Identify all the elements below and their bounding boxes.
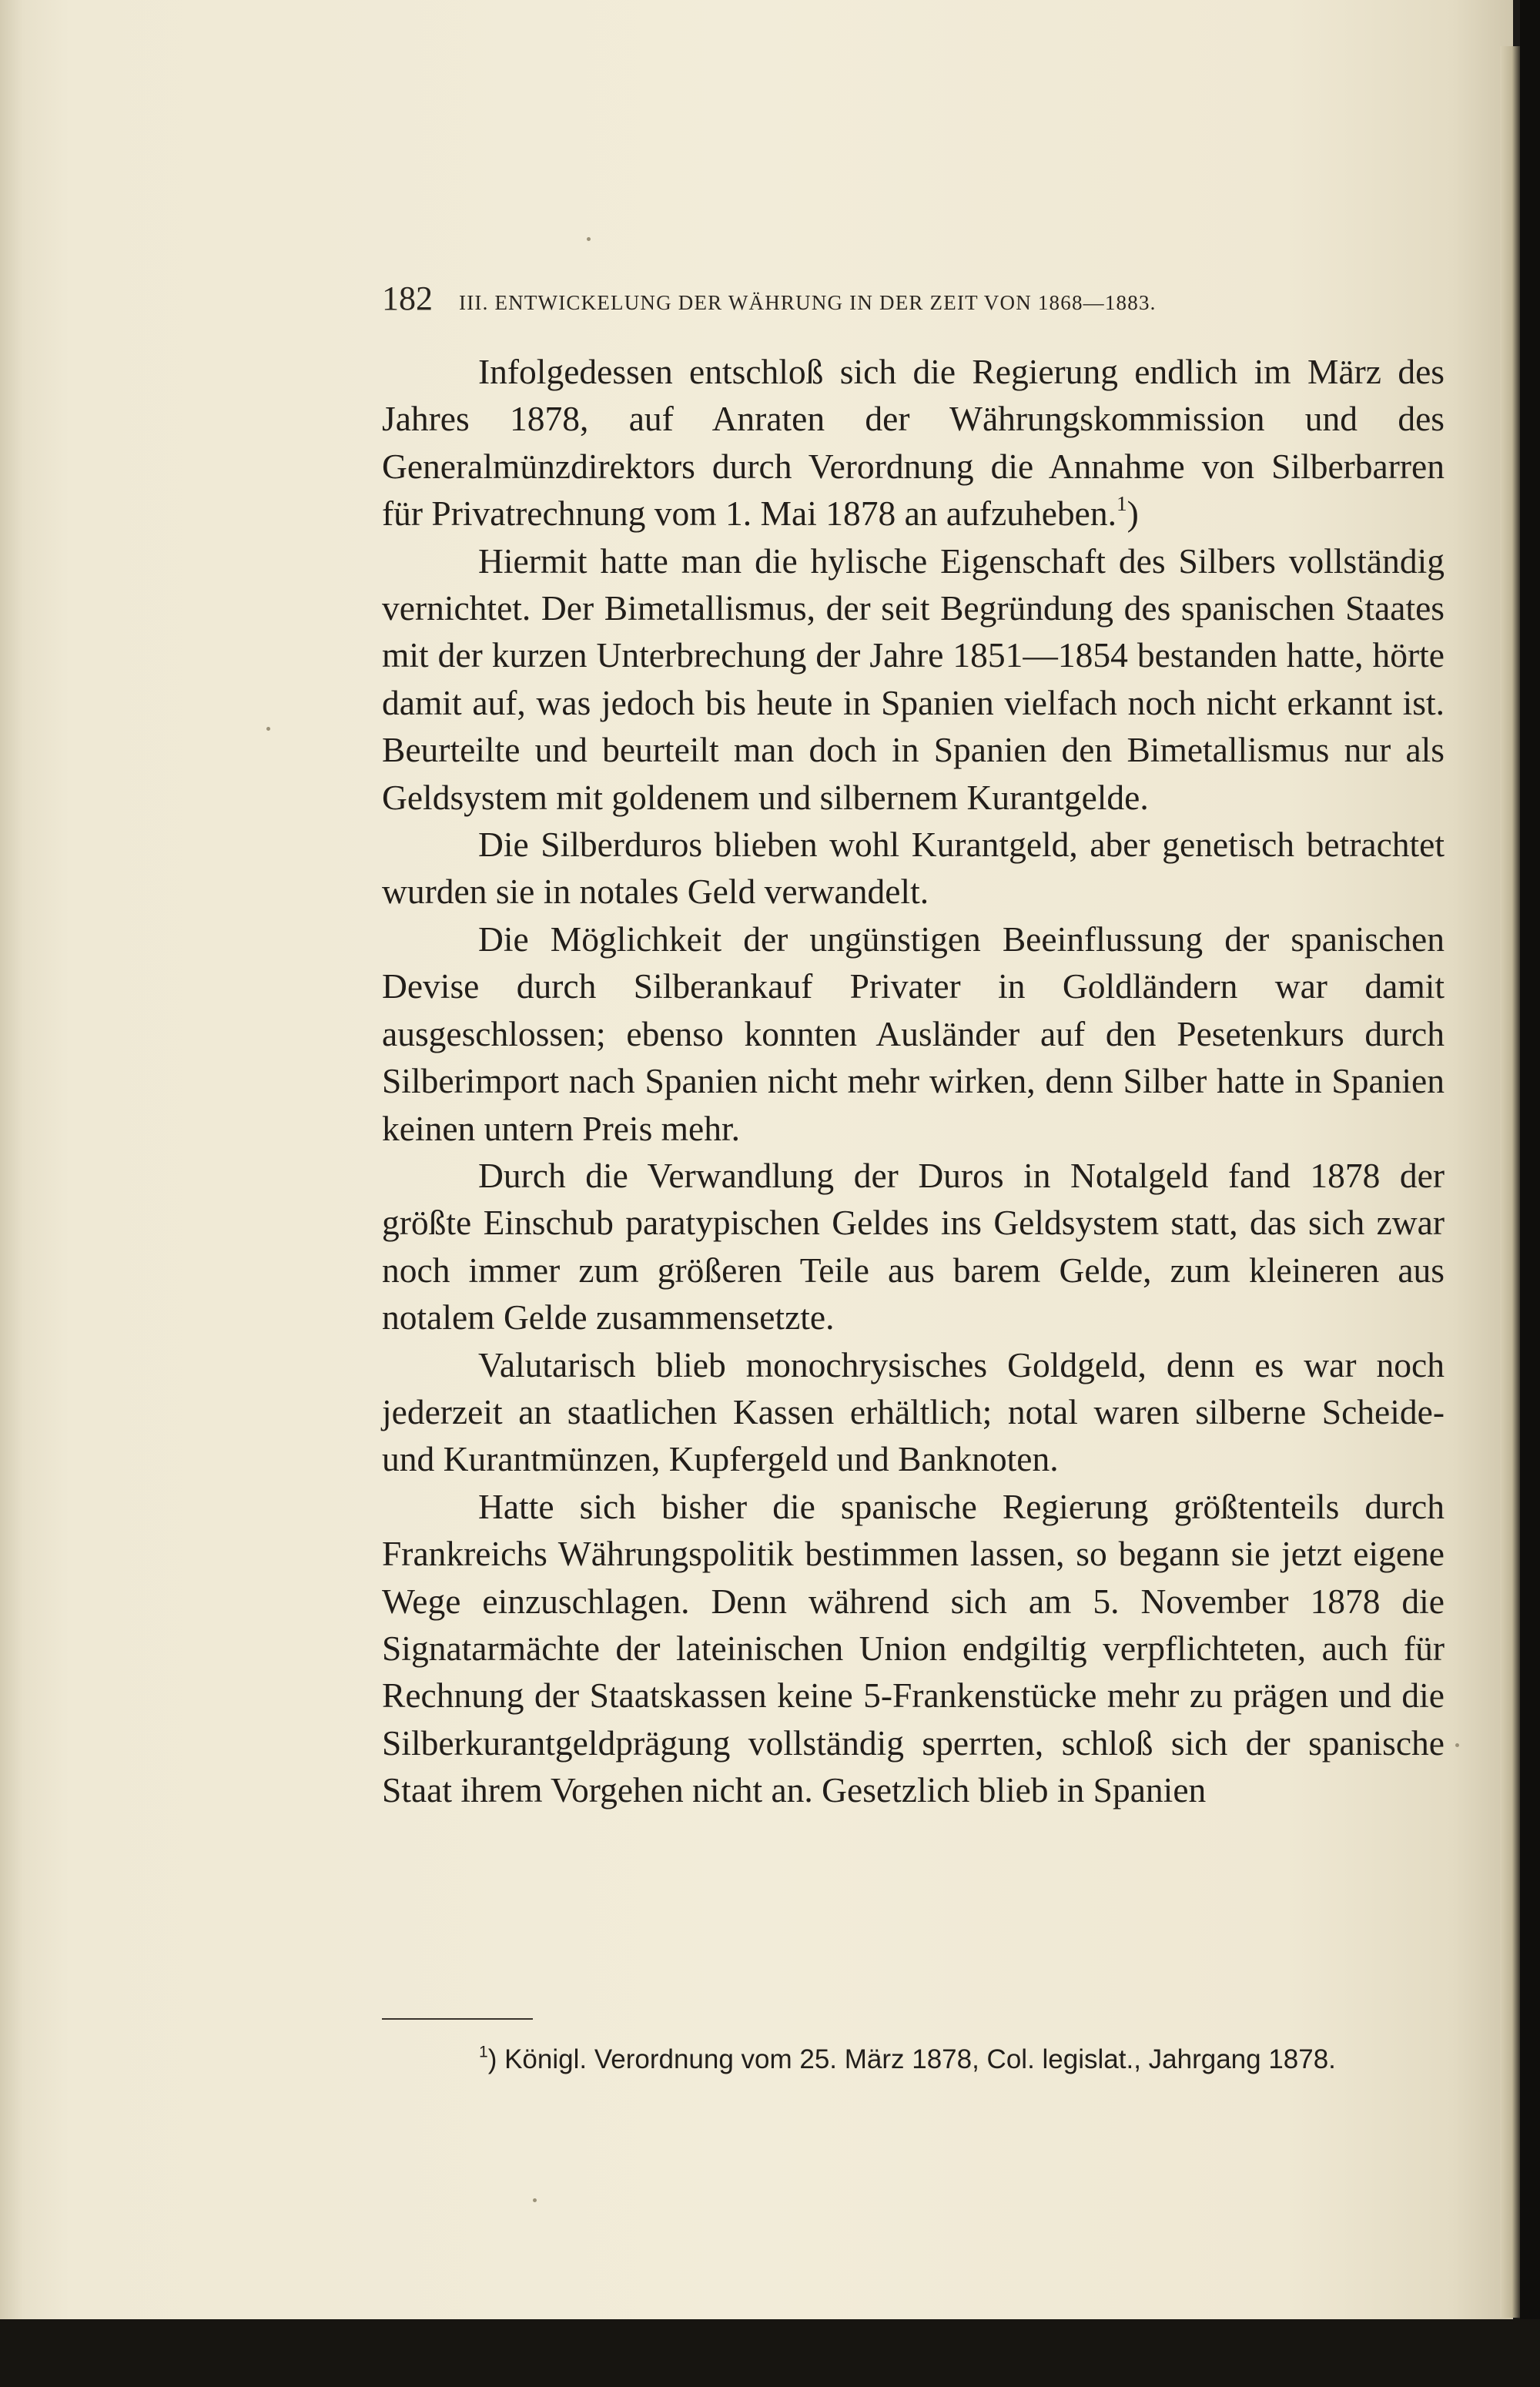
paragraph-5: Durch die Verwandlung der Duros in Notalgeld fand 1878 der größte Einschub paratypischen Geldes ins Geldsystem statt, das sich zwar noch immer zum größeren Teile aus barem Gelde, zum kleineren aus notalem Gelde zusammensetzte. [382,1155,1445,1337]
scan-background-bottom [0,2319,1540,2387]
footnote-marker: 1 [479,2043,488,2061]
running-head: III. ENTWICKELUNG DER WÄHRUNG IN DER ZEIT VON 1868—1883. [459,291,1157,314]
paper-speck [587,237,591,241]
page-edge [1500,46,1520,2318]
paragraph-1-text: Infolgedessen entschloß sich die Regierung endlich im März des Jahres 1878, auf Anraten der Währungskommission und des Generalmünzdirektors durch Verordnung die Annahme von Silberbarren für Privatrechnung vom 1. Mai 1878 an aufzuheben. [382,352,1445,534]
paragraph-7: Hatte sich bisher die spanische Regierung größtenteils durch Frankreichs Währungspolitik bestimmen lassen, so begann sie jetzt eigene Wege einzuschlagen. Denn während sich am 5. November 1878 die Signatarmächte der lateinischen Union endgiltig verpflichteten, auch für Rechnung der Staatskassen keine 5-Frankenstücke mehr zu prägen und die Silberkurantgeldprägung vollständig sperrten, schloß sich der spanische Staat ihrem Vorgehen nicht an. Gesetzlich blieb in Spanien [382,1486,1445,1810]
footnote-text: Königl. Verordnung vom 25. März 1878, Col. legislat., Jahrgang 1878. [504,2044,1336,2074]
footnote-reference: 1 [1116,492,1127,516]
footnote-marker-close: ) [487,2044,497,2074]
footnote [479,2042,1449,2077]
paper-speck [533,2198,537,2202]
page-number: 182 [382,280,433,317]
paragraph-2: Hiermit hatte man die hylische Eigenschaft des Silbers vollständig vernichtet. Der Bimetallismus, der seit Begründung des spanischen Staates mit der kurzen Unterbrechung der Jahre 1851—1854 bestanden hatte, hörte damit auf, was jedoch bis heute in Spanien vielfach noch nicht erkannt ist. Beurteilte und beurteilt man doch in Spanien den Bimetallismus nur als Geldsystem mit goldenem und silbernem Kurantgelde. [382,541,1445,817]
scan-background-right [1520,0,1540,2387]
paper-speck [1455,1743,1459,1747]
paragraph-1 [382,348,1445,537]
paragraph-3: Die Silberduros blieben wohl Kurantgeld, aber genetisch betrachtet wurden sie in notales Geld verwandelt. [382,825,1445,912]
paragraph-6: Valutarisch blieb monochrysisches Goldgeld, denn es war noch jederzeit an staatlichen Kassen erhältlich; notal waren silberne Scheide- und Kurantmünzen, Kupfergeld und Banknoten. [382,1344,1445,1479]
paragraph-4: Die Möglichkeit der ungünstigen Beeinflussung der spanischen Devise durch Silberankauf Privater in Goldländern war damit ausgeschlossen; ebenso konnten Ausländer auf den Pesetenkurs durch Silberimport nach Spanien nicht mehr wirken, denn Silber hatte in Spanien keinen untern Preis mehr. [382,919,1445,1148]
paper-speck [266,727,270,731]
page-header [382,279,1445,318]
footnote-reference-close: ) [1127,494,1139,534]
footnote-rule [382,2018,533,2020]
body-text [382,348,1445,1814]
